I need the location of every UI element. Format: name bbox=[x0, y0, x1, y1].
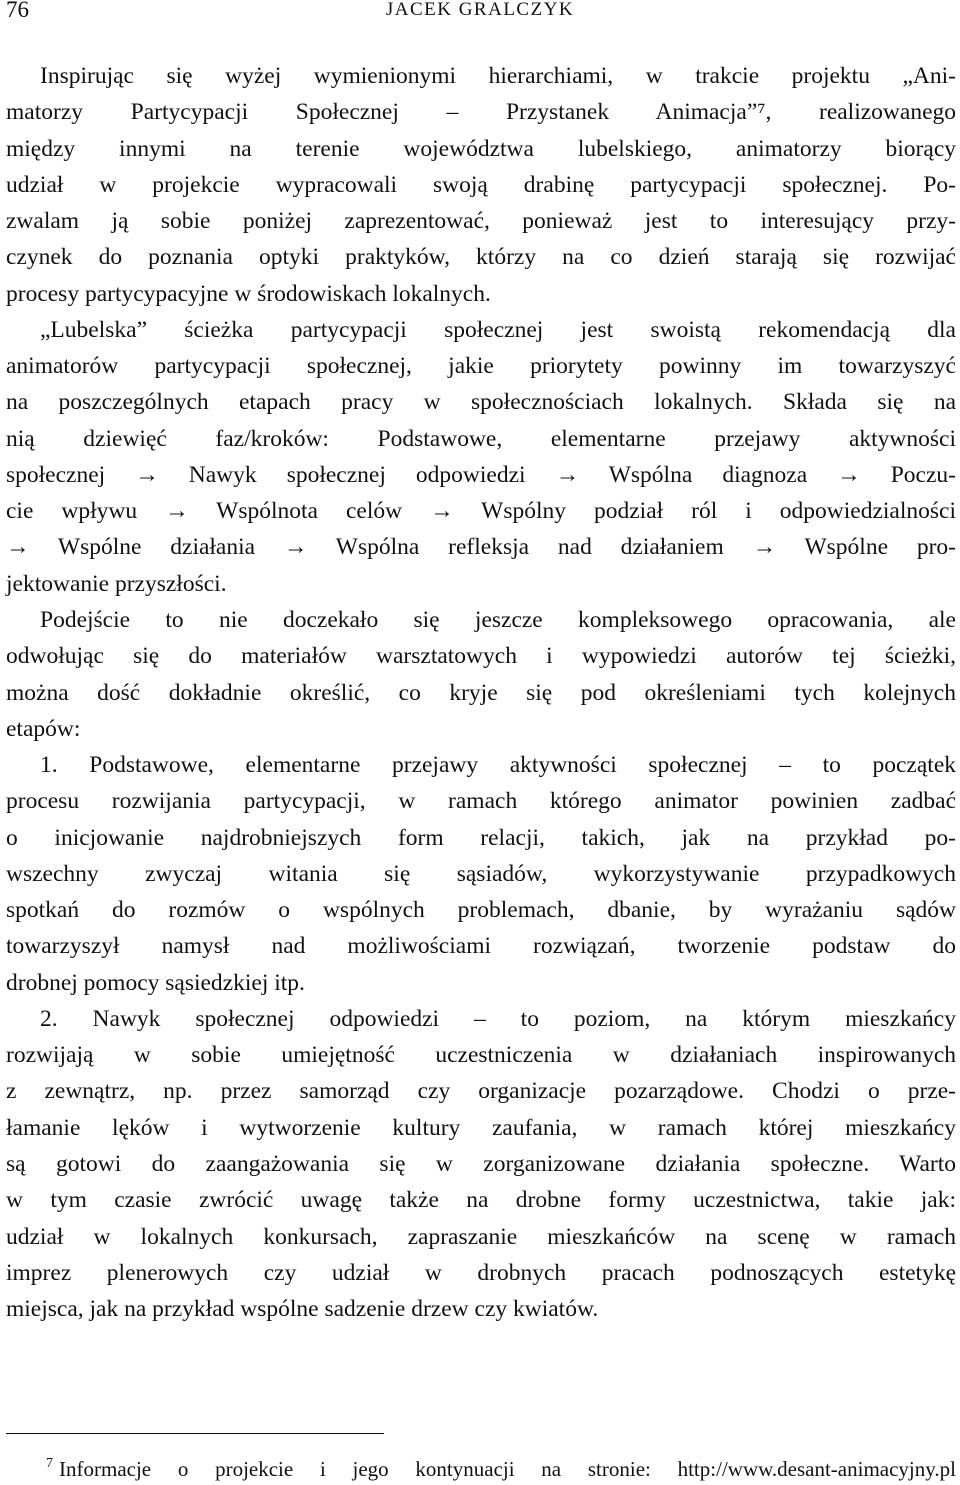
text-line: → Wspólne działania → Wspólna refleksja nad działaniem → Wspólne pro- bbox=[6, 534, 956, 561]
text-line: w tym czasie zwrócić uwagę także na drobne formy uczestnictwa, takie jak: bbox=[6, 1187, 956, 1214]
page-number: 76 bbox=[6, 0, 29, 22]
footnote-text: Informacje o projekcie i jego kontynuacji na stronie: http://www.desant-animacyjny.pl bbox=[59, 1457, 956, 1481]
text-line: procesu rozwijania partycypacji, w ramach którego animator powinien zadbać bbox=[6, 788, 956, 815]
text-line: z zewnątrz, np. przez samorząd czy organizacje pozarządowe. Chodzi o prze- bbox=[6, 1078, 956, 1105]
text-line: rozwijają w sobie umiejętność uczestniczenia w działaniach inspirowanych bbox=[6, 1042, 956, 1069]
body-text bbox=[6, 58, 956, 1327]
text-line: „Lubelska” ścieżka partycypacji społecznej jest swoistą rekomendacją dla bbox=[40, 316, 956, 343]
text-line: wszechny zwyczaj witania się sąsiadów, wykorzystywanie przypadkowych bbox=[6, 860, 956, 887]
text-line: odwołując się do materiałów warsztatowych i wypowiedzi autorów tej ścieżki, bbox=[6, 643, 956, 670]
running-head: JACEK GRALCZYK bbox=[385, 0, 575, 20]
text-line: na poszczególnych etapach pracy w społecznościach lokalnych. Składa się na bbox=[6, 389, 956, 416]
text-line: Inspirując się wyżej wymienionymi hierarchiami, w trakcie projektu „Ani- bbox=[40, 63, 956, 89]
page-header bbox=[0, 0, 960, 22]
text-line: miejsca, jak na przykład wspólne sadzenie drzew czy kwiatów. bbox=[6, 1296, 599, 1323]
footnote-separator bbox=[6, 1433, 384, 1434]
text-line: między innymi na terenie województwa lubelskiego, animatorzy biorący bbox=[6, 135, 956, 162]
text-line: Podejście to nie doczekało się jeszcze kompleksowego opracowania, ale bbox=[40, 606, 956, 633]
text-line: procesy partycypacyjne w środowiskach lokalnych. bbox=[6, 280, 491, 307]
text-line: spotkań do rozmów o wspólnych problemach, dbanie, by wyrażaniu sądów bbox=[6, 897, 956, 924]
text-line: imprez plenerowych czy udział w drobnych pracach podnoszących estetykę bbox=[6, 1259, 956, 1286]
text-line: czynek do poznania optyki praktyków, którzy na co dzień starają się rozwijać bbox=[6, 244, 956, 271]
text-line: drobnej pomocy sąsiedzkiej itp. bbox=[6, 969, 305, 996]
text-line: można dość dokładnie określić, co kryje się pod określeniami tych kolejnych bbox=[6, 679, 956, 706]
text-line: o inicjowanie najdrobniejszych form relacji, takich, jak na przykład po- bbox=[6, 824, 956, 851]
text-line: matorzy Partycypacji Społecznej – Przystanek Animacja”⁷, realizowanego bbox=[6, 99, 956, 126]
text-line: etapów: bbox=[6, 715, 81, 742]
text-line: 1. Podstawowe, elementarne przejawy aktywności społecznej – to początek bbox=[40, 752, 956, 779]
text-line: towarzyszył namysł nad możliwościami rozwiązań, tworzenie podstaw do bbox=[6, 933, 956, 960]
text-line: łamanie lęków i wytworzenie kultury zaufania, w ramach której mieszkańcy bbox=[6, 1114, 956, 1141]
text-line: są gotowi do zaangażowania się w zorganizowane działania społeczne. Warto bbox=[6, 1150, 956, 1177]
text-line: udział w projekcie wypracowali swoją drabinę partycypacji społecznej. Po- bbox=[6, 171, 956, 198]
footnote-marker: 7 bbox=[46, 1456, 53, 1471]
text-line: udział w lokalnych konkursach, zapraszanie mieszkańców na scenę w ramach bbox=[6, 1223, 956, 1250]
text-line: zwalam ją sobie poniżej zaprezentować, ponieważ jest to interesujący przy- bbox=[6, 208, 956, 235]
text-line: jektowanie przyszłości. bbox=[6, 570, 227, 597]
text-line: 2. Nawyk społecznej odpowiedzi – to poziom, na którym mieszkańcy bbox=[40, 1005, 956, 1032]
text-line: społecznej → Nawyk społecznej odpowiedzi → Wspólna diagnoza → Poczu- bbox=[6, 461, 956, 488]
text-line: nią dziewięć faz/kroków: Podstawowe, elementarne przejawy aktywności bbox=[6, 425, 956, 452]
text-line: animatorów partycypacji społecznej, jakie priorytety powinny im towarzyszyć bbox=[6, 353, 956, 380]
footnote bbox=[6, 1450, 956, 1483]
text-line: cie wpływu → Wspólnota celów → Wspólny podział ról i odpowiedzialności bbox=[6, 498, 956, 525]
